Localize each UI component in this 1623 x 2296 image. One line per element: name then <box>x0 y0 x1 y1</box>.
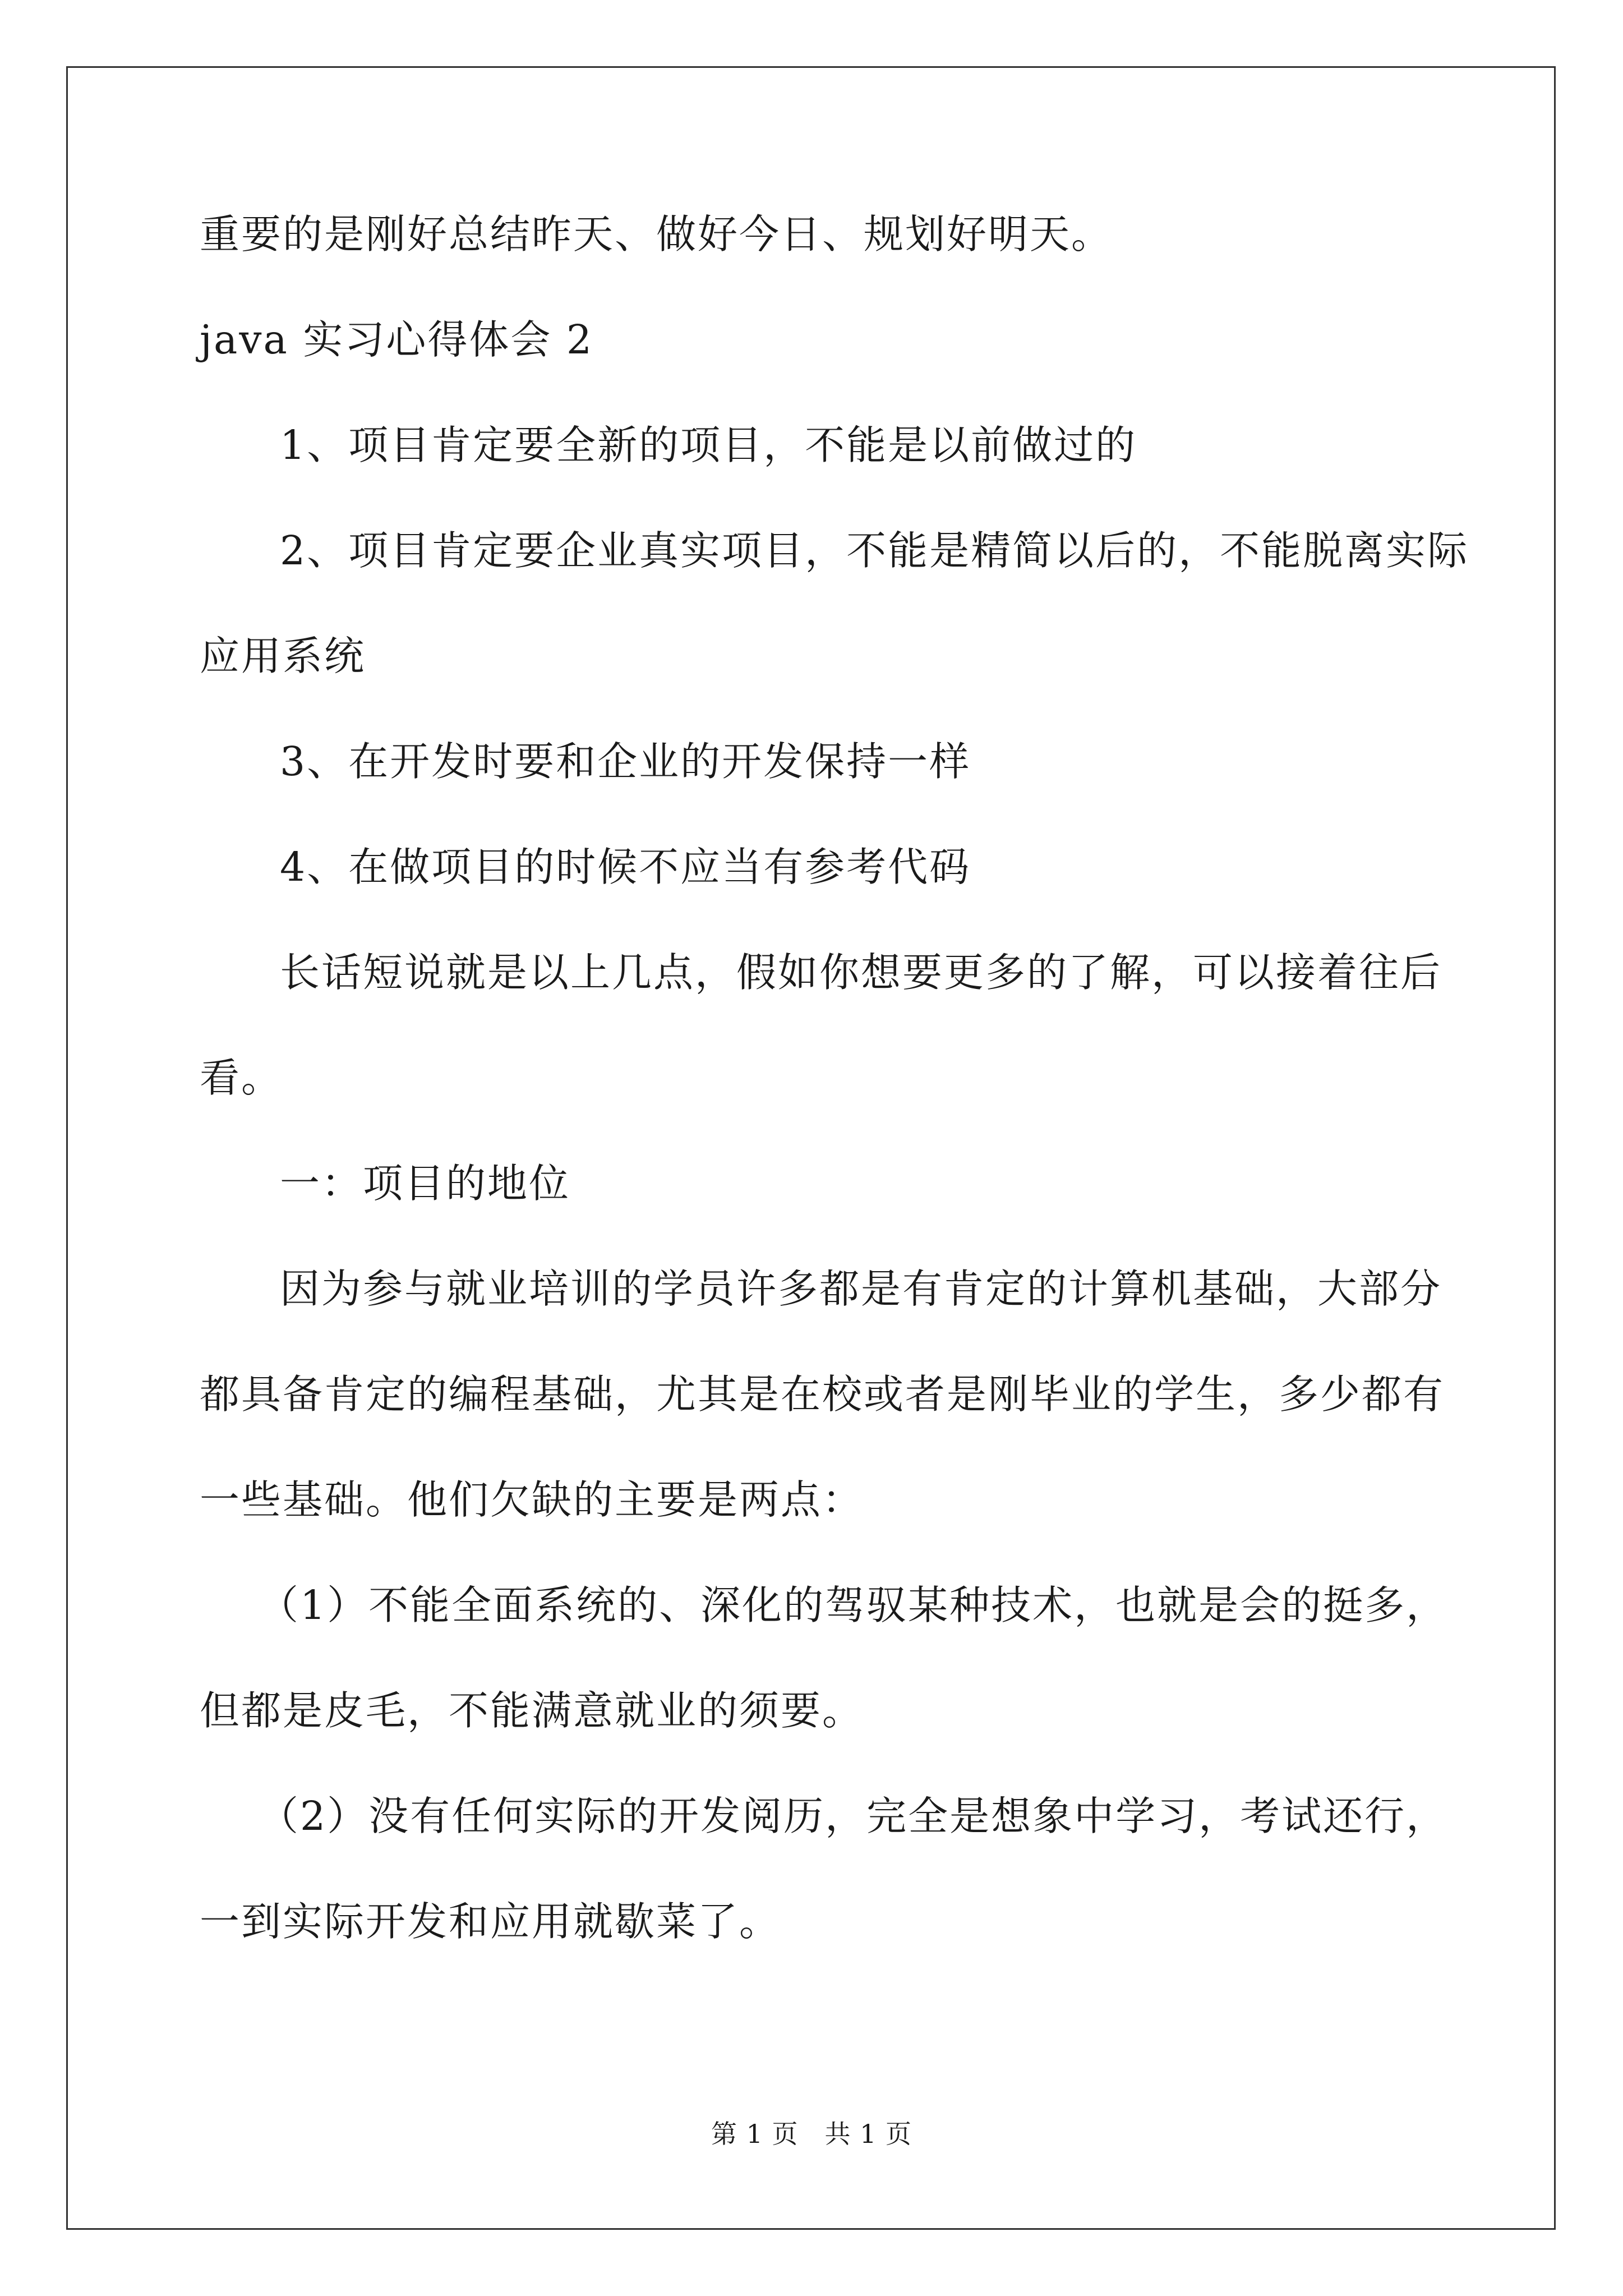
list-item: （1）不能全面系统的、深化的驾驭某种技术，也就是会的挺多， <box>259 1582 1448 1628</box>
list-item: 3、在开发时要和企业的开发保持一样 <box>280 738 971 785</box>
paragraph-line: 因为参与就业培训的学员许多都是有肯定的计算机基础，大部分 <box>280 1266 1442 1312</box>
section-heading: java 实习心得体会 2 <box>200 316 594 363</box>
list-item-continuation: 应用系统 <box>200 633 366 679</box>
paragraph-line: 长话短说就是以上几点，假如你想要更多的了解，可以接着往后 <box>280 949 1442 996</box>
list-item: 2、项目肯定要企业真实项目，不能是精简以后的，不能脱离实际 <box>280 527 1469 574</box>
paragraph-line: 重要的是刚好总结昨天、做好今日、规划好明天。 <box>200 211 1113 257</box>
list-item: 1、项目肯定要全新的项目，不能是以前做过的 <box>280 422 1137 468</box>
list-item-continuation: 但都是皮毛，不能满意就业的须要。 <box>200 1687 864 1734</box>
paragraph-continuation: 一些基础。他们欠缺的主要是两点： <box>200 1476 864 1523</box>
paragraph-continuation: 看。 <box>200 1055 283 1101</box>
list-item: （2）没有任何实际的开发阅历，完全是想象中学习，考试还行， <box>259 1793 1448 1839</box>
subsection-heading: 一：项目的地位 <box>280 1160 571 1207</box>
list-item-continuation: 一到实际开发和应用就歇菜了。 <box>200 1898 781 1945</box>
page-number-footer: 第 1 页 共 1 页 <box>711 2119 912 2149</box>
document-body <box>200 208 1469 1949</box>
paragraph-continuation: 都具备肯定的编程基础，尤其是在校或者是刚毕业的学生，多少都有 <box>200 1371 1445 1418</box>
list-item: 4、在做项目的时候不应当有参考代码 <box>280 844 971 890</box>
